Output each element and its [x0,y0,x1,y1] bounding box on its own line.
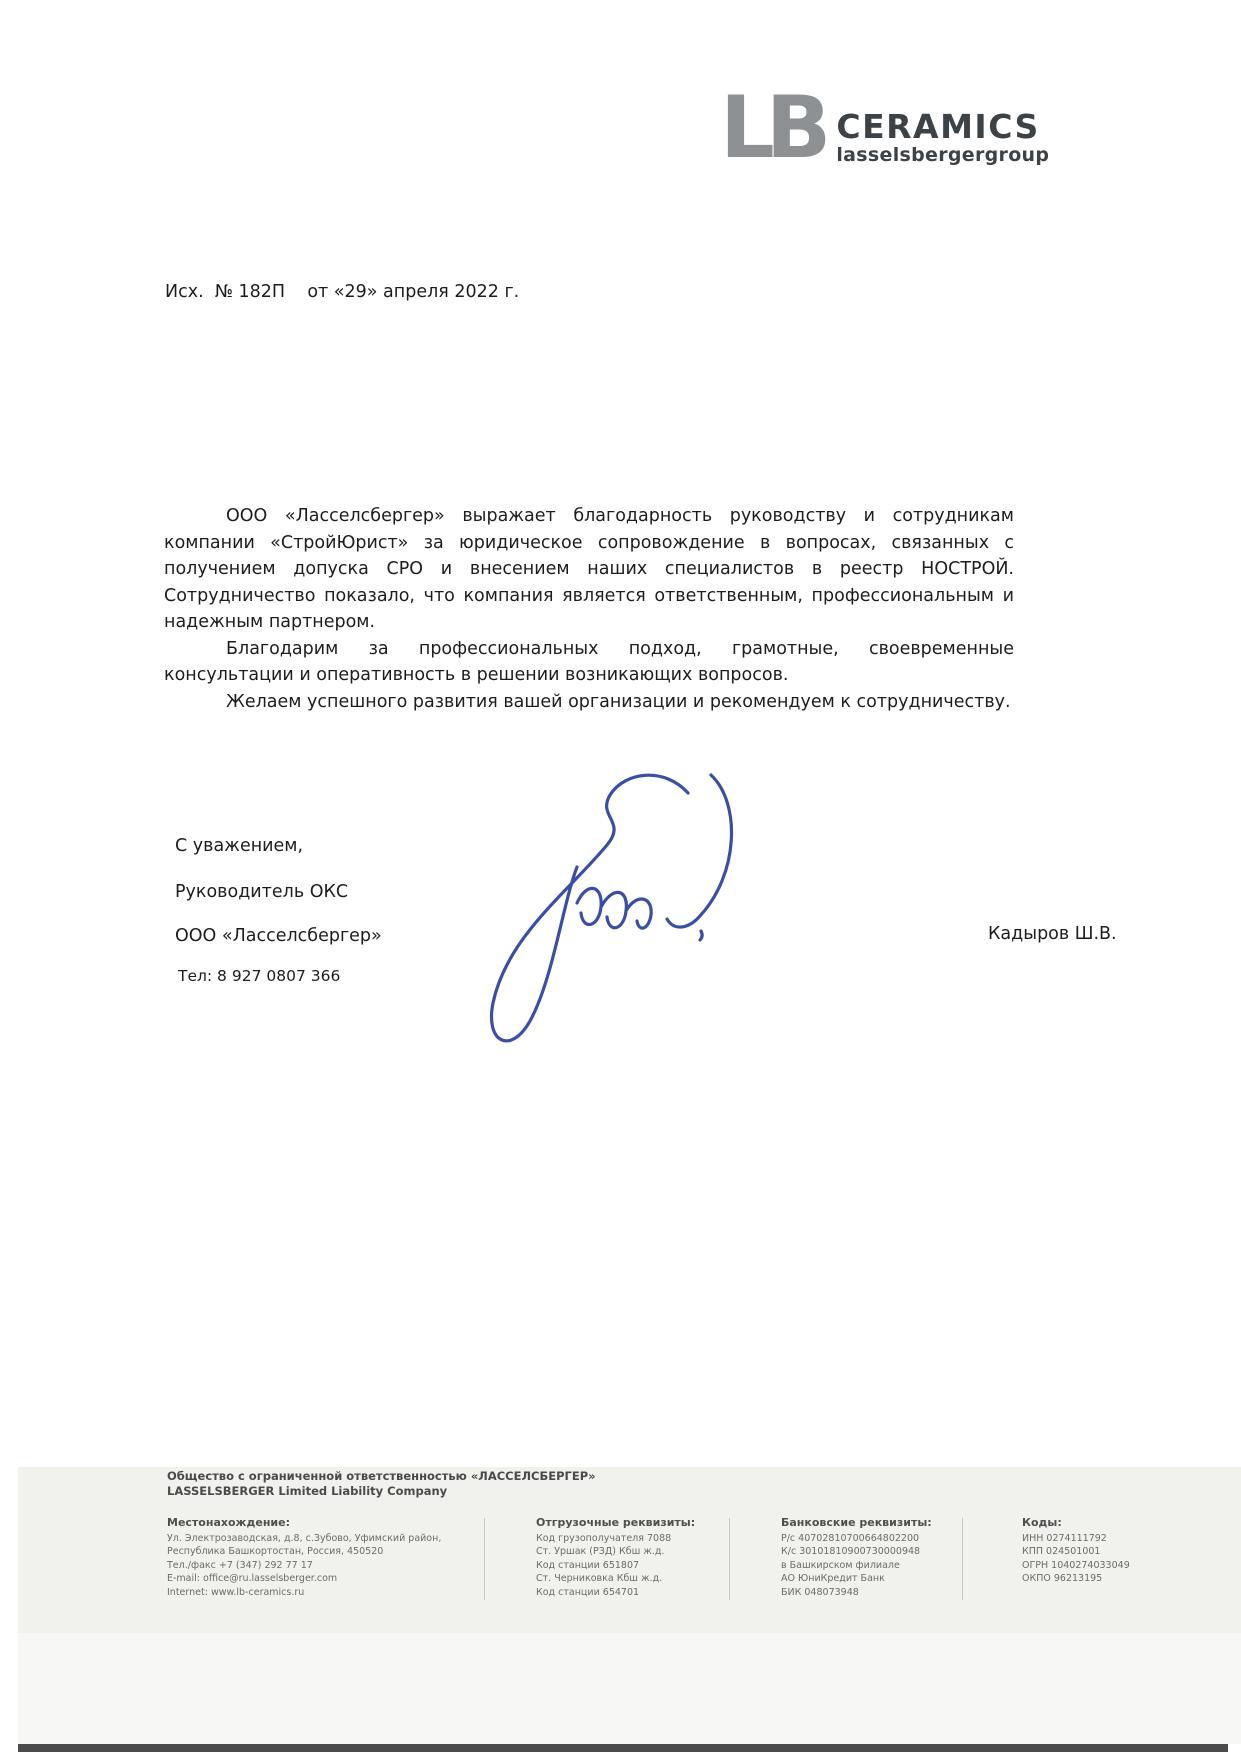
footer-lower-band [18,1633,1241,1744]
footer-shipping-line: Код грузополучателя 7088 [536,1532,672,1544]
footer-location-title: Местонахождение: [167,1516,290,1529]
footer-column-location [167,1516,497,1599]
footer-location-line: Internet: www.lb-ceramics.ru [167,1586,305,1598]
handwritten-signature [455,745,795,1065]
footer-codes-line: ОКПО 96213195 [1022,1573,1103,1584]
body-paragraph-2: Благодарим за профессиональных подход, грамотные, своевременные консультации и оперативность в решении возникающих вопросов. [164,638,1014,685]
footer-divider [484,1518,485,1600]
footer-codes-line: ИНН 0274111792 [1022,1532,1107,1544]
footer-shipping-title: Отгрузочные реквизиты: [536,1516,696,1529]
footer-location-line: Республика Башкортостан, Россия, 450520 [167,1546,384,1557]
footer-bank-line: Р/с 40702810700664802200 [781,1532,920,1544]
logo-group-name: lasselsbergergroup [836,144,1050,166]
closing-salutation: С уважением, [175,836,304,856]
reference-number-line: Исх. № 182П от «29» апреля 2022 г. [165,282,520,302]
footer-company-names [167,1469,596,1499]
footer-codes-line: ОГРН 1040274033049 [1022,1559,1130,1571]
footer-divider [962,1518,963,1600]
signer-job-title: Руководитель ОКС [175,882,349,902]
body-paragraph-3: Желаем успешного развития вашей организации и рекомендуем к сотрудничеству. [226,691,1011,712]
lb-logo-mark: LB [720,78,823,178]
company-logo [720,78,1050,178]
footer-bank-line: К/с 30101810900730000948 [781,1546,921,1557]
footer-shipping-line: Код станции 651807 [536,1559,640,1571]
footer-bank-line: БИК 048073948 [781,1586,859,1598]
signer-company: ООО «Ласселсбергер» [175,926,382,946]
footer-bank-line: в Башкирском филиале [781,1559,900,1571]
footer-shipping-line: Ст. Уршак (РЗД) Кбш ж.д. [536,1546,665,1557]
footer-company-en: LASSELSBERGER Limited Liability Company [167,1484,448,1498]
footer-divider [729,1518,730,1600]
footer-codes-title: Коды: [1022,1516,1062,1529]
footer-location-line: E-mail: office@ru.lasselsberger.com [167,1573,338,1584]
footer-column-bank [781,1516,971,1599]
footer-company-ru: Общество с ограниченной ответственностью «ЛАССЕЛСБЕРГЕР» [167,1469,596,1483]
logo-text-block [836,88,1049,166]
footer-column-shipping [536,1516,736,1599]
footer-location-line: Ул. Электрозаводская, д.8, с.Зубово, Уфимский район, [167,1532,442,1544]
footer-bank-line: АО ЮниКредит Банк [781,1573,885,1584]
footer-bank-title: Банковские реквизиты: [781,1516,932,1529]
page-bottom-edge [18,1744,1228,1752]
footer-codes-line: КПП 024501001 [1022,1546,1101,1557]
footer-column-codes [1022,1516,1192,1586]
logo-brand-name: CERAMICS [836,107,1040,146]
footer-shipping-line: Код станции 654701 [536,1586,640,1598]
footer-shipping-line: Ст. Черниковка Кбш ж.д. [536,1573,663,1584]
signer-name: Кадыров Ш.В. [988,924,1117,944]
letter-body [164,503,1014,715]
footer-location-line: Тел./факс +7 (347) 292 77 17 [167,1559,313,1571]
signer-phone: Тел: 8 927 0807 366 [178,967,341,985]
body-paragraph-1: ООО «Ласселсбергер» выражает благодарность руководству и сотрудникам компании «СтройЮрист» за юридическое сопровождение в вопросах, связанных с получением допуска СРО и внесением наших специалистов в реестр НОСТРОЙ. Сотрудничество показало, что компания является ответственным, профессиональным и надежным партнером. [164,506,1014,632]
